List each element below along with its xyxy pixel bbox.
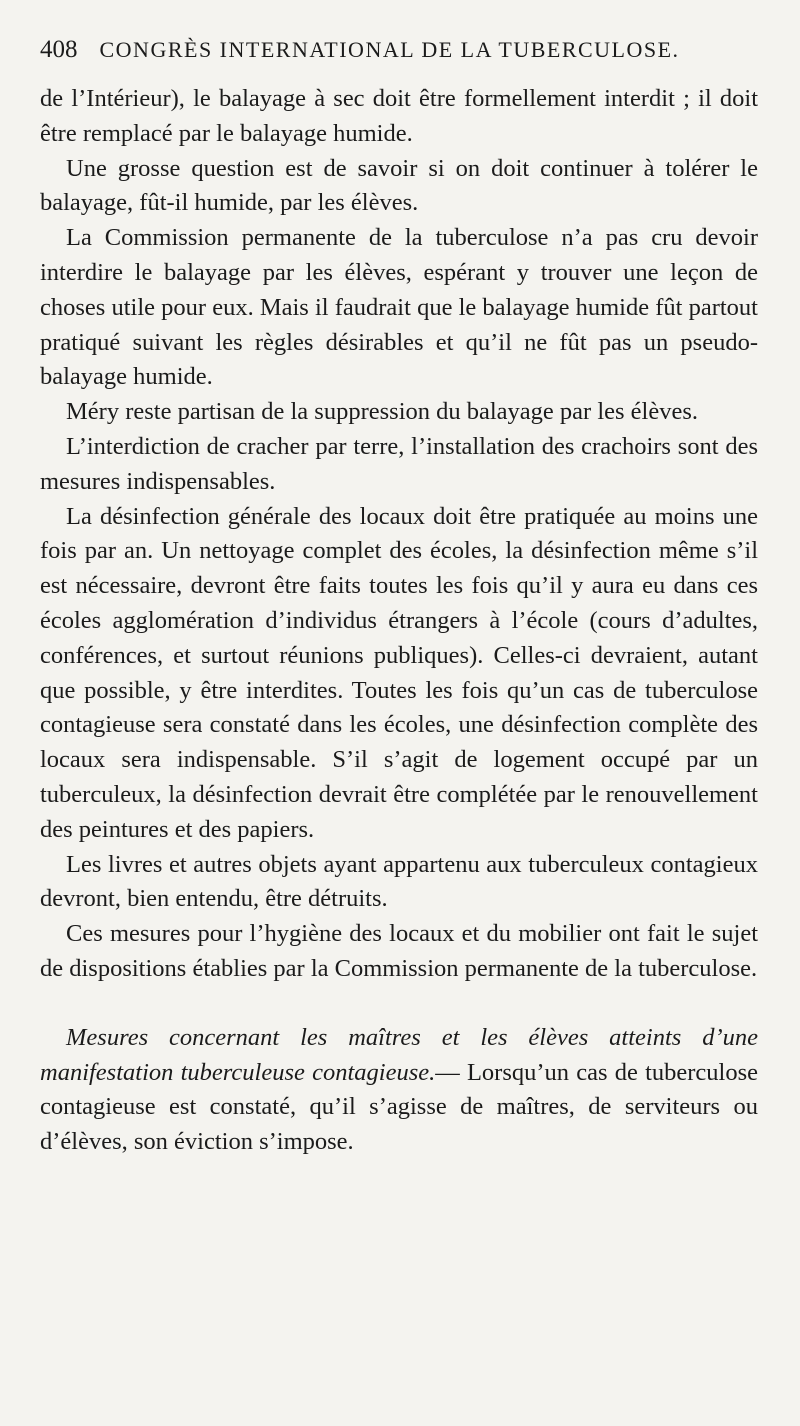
section-spacer — [40, 987, 758, 1021]
paragraph: L’interdiction de cracher par terre, l’installation des crachoirs sont des mesures indispensables. — [40, 432, 758, 495]
paragraph: Ces mesures pour l’hygiène des locaux et du mobilier ont fait le sujet de dispositions établies par la Commission permanente de la tuberculose. — [40, 920, 758, 982]
section-paragraph — [40, 1021, 758, 1160]
page-number: 408 — [40, 36, 78, 63]
paragraph: Les livres et autres objets ayant appartenu aux tuberculeux contagieux devront, bien entendu, être détruits. — [40, 850, 758, 913]
section-heading: Mesures concernant les maîtres et les élèves atteints d’une manifestation tuberculeuse contagieuse. — [40, 1023, 758, 1086]
paragraph: Méry reste partisan de la suppression du balayage par les élèves. — [66, 398, 699, 426]
paragraph: Une grosse question est de savoir si on doit continuer à tolérer le balayage, fût-il humide, par les élèves. — [40, 154, 758, 217]
paragraph: La désinfection générale des locaux doit être pratiquée au moins une fois par an. Un nettoyage complet des écoles, la désinfection même s’il est nécessaire, devront être faits toutes les fois qu’il y aura eu dans ces écoles agglomération d’individus étrangers à l’école (cours d’adultes, conférences, et surtout réunions publiques). Celles-ci devraient, autant que possible, y être interdites. Toutes les fois qu’un cas de tuberculose contagieuse sera constaté dans les écoles, une désinfection complète des locaux sera indispensable. S’il s’agit de logement occupé par un tuberculeux, la désinfection devrait être complétée par le renouvellement des peintures et des papiers. — [40, 502, 758, 843]
body-text — [40, 82, 758, 1160]
running-title: CONGRÈS INTERNATIONAL DE LA TUBERCULOSE. — [99, 37, 680, 62]
paragraph: La Commission permanente de la tuberculose n’a pas cru devoir interdire le balayage par les élèves, espérant y trouver une leçon de choses utile pour eux. Mais il faudrait que le balayage humide fût partout pratiqué suivant les règles désirables et qu’il ne fût pas un pseudo-balayage humide. — [40, 224, 758, 391]
section-text: — Lorsqu’un cas de tuberculose contagieuse est constaté, qu’il s’agisse de maîtres, de serviteurs ou d’élèves, son éviction s’impose. — [40, 1058, 758, 1156]
running-header — [40, 36, 758, 76]
paragraph-continued: de l’Intérieur), le balayage à sec doit être formellement interdit ; il doit être remplacé par le balayage humide. — [40, 85, 758, 147]
